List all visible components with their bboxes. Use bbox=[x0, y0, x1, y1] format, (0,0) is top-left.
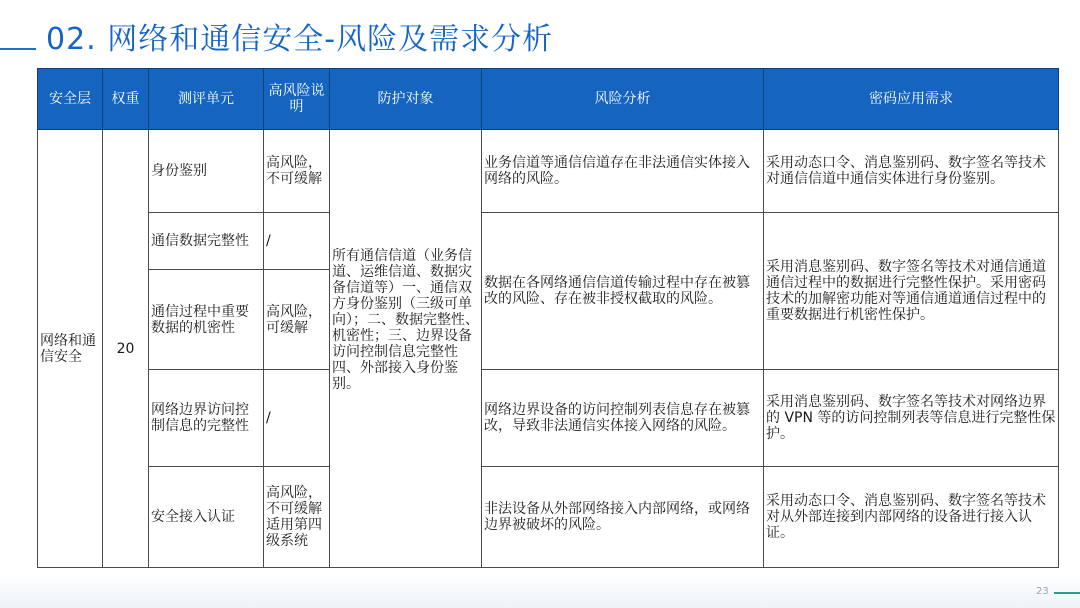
analysis-cell: 网络边界设备的访问控制列表信息存在被篡改，导致非法通信实体接入网络的风险。 bbox=[482, 370, 764, 467]
unit-cell: 通信数据完整性 bbox=[149, 213, 264, 270]
risk-analysis-table bbox=[37, 68, 1059, 568]
table-header-row bbox=[38, 69, 1059, 130]
table-row bbox=[38, 130, 1059, 213]
table-row bbox=[38, 467, 1059, 568]
unit-cell: 身份鉴别 bbox=[149, 130, 264, 213]
risk-cell: 高风险，不可缓解 bbox=[264, 130, 330, 213]
header-object: 防护对象 bbox=[330, 69, 482, 130]
header-layer: 安全层 bbox=[38, 69, 103, 130]
unit-cell: 通信过程中重要数据的机密性 bbox=[149, 270, 264, 370]
weight-cell: 20 bbox=[103, 130, 149, 568]
unit-cell: 网络边界访问控制信息的完整性 bbox=[149, 370, 264, 467]
title-bar bbox=[0, 18, 1080, 64]
requirement-cell: 采用消息鉴别码、数字签名等技术对网络边界的 VPN 等的访问控制列表等信息进行完整性保护。 bbox=[764, 370, 1059, 467]
requirement-cell: 采用消息鉴别码、数字签名等技术对通信通道通信过程中的数据进行完整性保护。采用密码技术的加解密功能对等通信通道通信过程中的重要数据进行机密性保护。 bbox=[764, 213, 1059, 370]
analysis-cell: 数据在各网络通信信道传输过程中存在被篡改的风险、存在被非授权截取的风险。 bbox=[482, 213, 764, 370]
risk-cell: / bbox=[264, 370, 330, 467]
footer-decoration bbox=[0, 574, 1080, 608]
unit-cell: 安全接入认证 bbox=[149, 467, 264, 568]
analysis-cell: 业务信道等通信信道存在非法通信实体接入网络的风险。 bbox=[482, 130, 764, 213]
table-row bbox=[38, 370, 1059, 467]
title-accent-line bbox=[0, 48, 36, 50]
risk-cell: 高风险，不可缓解适用第四级系统 bbox=[264, 467, 330, 568]
risk-cell: 高风险，可缓解 bbox=[264, 270, 330, 370]
header-risk: 高风险说明 bbox=[264, 69, 330, 130]
header-requirement: 密码应用需求 bbox=[764, 69, 1059, 130]
requirement-cell: 采用动态口令、消息鉴别码、数字签名等技术对从外部连接到内部网络的设备进行接入认证。 bbox=[764, 467, 1059, 568]
slide-title: 02. 网络和通信安全-风险及需求分析 bbox=[46, 22, 554, 57]
layer-cell: 网络和通信安全 bbox=[38, 130, 103, 568]
page-number-accent bbox=[1054, 592, 1080, 594]
header-analysis: 风险分析 bbox=[482, 69, 764, 130]
requirement-cell: 采用动态口令、消息鉴别码、数字签名等技术对通信信道中通信实体进行身份鉴别。 bbox=[764, 130, 1059, 213]
risk-cell: / bbox=[264, 213, 330, 270]
header-weight: 权重 bbox=[103, 69, 149, 130]
object-cell: 所有通信信道（业务信道、运维信道、数据灾备信道等）一、通信双方身份鉴别（三级可单向）；二、数据完整性、机密性；三、边界设备访问控制信息完整性四、外部接入身份鉴别。 bbox=[330, 130, 482, 568]
table-row bbox=[38, 213, 1059, 270]
header-unit: 测评单元 bbox=[149, 69, 264, 130]
page-number: 23 bbox=[1036, 586, 1049, 597]
analysis-cell: 非法设备从外部网络接入内部网络，或网络边界被破坏的风险。 bbox=[482, 467, 764, 568]
